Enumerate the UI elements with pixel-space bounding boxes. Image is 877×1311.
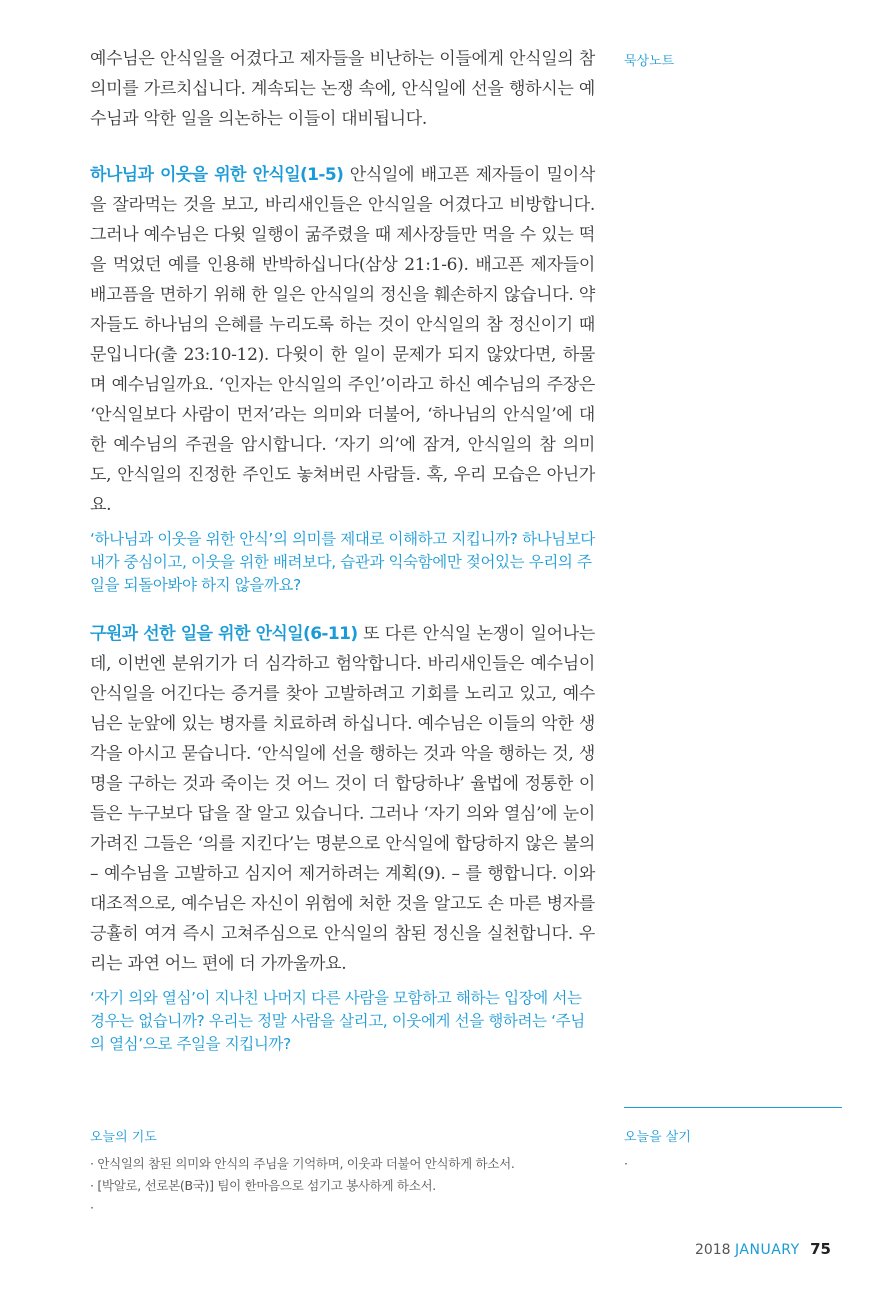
section1-body: 안식일에 배고픈 제자들이 밀이삭을 잘라먹는 것을 보고, 바리새인들은 안식일을 어겼다고 비방합니다. 그러나 예수님은 다윗 일행이 굶주렸을 때 제사장들만 먹을 수 있는 떡을 먹었던 예를 인용해 반박하십니다(삼상 21:1-6). 배고픈 제자들이 배고픔을 면하기 위해 한 일은 안식일의 정신을 훼손하지 않습니다. 약자들도 하나님의 은혜를 누리도록 하는 것이 안식일의 참 정신이기 때문입니다(출 23:10-12). 다윗이 한 일이 문제가 되지 않았다면, 하물며 예수님일까요. ‘인자는 안식일의 주인’이라고 하신 예수님의 주장은 ‘안식일보다 사람이 먼저’라는 의미와 더불어, ‘하나님의 안식일’에 대한 예수님의 주권을 암시합니다. ‘자기 의’에 잠겨, 안식일의 참 의미도, 안식일의 진정한 주인도 놓쳐버린 사람들. 혹, 우리 모습은 아닌가요. xyxy=(90,165,596,515)
live-divider xyxy=(624,1107,842,1108)
live-today-item: · xyxy=(624,1156,628,1171)
side-label-meditation-note: 묵상노트 xyxy=(624,54,675,69)
section1-question: ‘하나님과 이웃을 위한 안식’의 의미를 제대로 이해하고 지킵니까? 하나님보다 내가 중심이고, 이웃을 위한 배려보다, 습관과 익숙함에만 젖어있는 우리의 주일을 되돌아봐야 하지 않을까요? xyxy=(90,530,595,594)
section2-paragraph xyxy=(90,619,595,979)
section2-heading: 구원과 선한 일을 위한 안식일(6-11) xyxy=(90,624,358,644)
section1-paragraph xyxy=(90,160,595,520)
prayer-item: · xyxy=(90,1200,94,1215)
footer-month: JANUARY xyxy=(735,1242,800,1258)
intro-paragraph: 예수님은 안식일을 어겼다고 제자들을 비난하는 이들에게 안식일의 참 의미를 가르치십니다. 계속되는 논쟁 속에, 안식일에 선을 행하시는 예수님과 악한 일을 의논하는 이들이 대비됩니다. xyxy=(90,49,595,129)
live-today-list xyxy=(624,1153,842,1175)
prayer-list xyxy=(90,1153,590,1219)
page-footer xyxy=(695,1240,831,1258)
main-text xyxy=(90,44,595,1056)
section2-body: 또 다른 안식일 논쟁이 일어나는데, 이번엔 분위기가 더 심각하고 험악합니다. 바리새인들은 예수님이 안식일을 어긴다는 증거를 찾아 고발하려고 기회를 노리고 있고, 예수님은 눈앞에 있는 병자를 치료하려 하십니다. 예수님은 이들의 악한 생각을 아시고 묻습니다. ‘안식일에 선을 행하는 것과 악을 행하는 것, 생명을 구하는 것과 죽이는 것 어느 것이 더 합당하냐’ 율법에 정통한 이들은 누구보다 답을 잘 알고 있습니다. 그러나 ‘자기 의와 열심’에 눈이 가려진 그들은 ‘의를 지킨다’는 명분으로 안식일에 합당하지 않은 불의 – 예수님을 고발하고 심지어 제거하려는 계획(9). – 를 행합니다. 이와 대조적으로, 예수님은 자신이 위험에 처한 것을 알고도 손 마른 병자를 긍휼히 여겨 즉시 고쳐주심으로 안식일의 참된 정신을 실천합니다. 우리는 과연 어느 편에 더 가까울까요. xyxy=(90,624,595,974)
prayer-title: 오늘의 기도 xyxy=(90,1130,157,1145)
footer-year: 2018 xyxy=(694,1242,731,1258)
page-number: 75 xyxy=(810,1240,831,1258)
prayer-section xyxy=(90,1126,590,1219)
section2-question: ‘자기 의와 열심’이 지나친 나머지 다른 사람을 모함하고 해하는 입장에 서는 경우는 없습니까? 우리는 정말 사람을 살리고, 이웃에게 선을 행하려는 ‘주님의 열심’으로 주일을 지킵니까? xyxy=(90,989,585,1053)
section1-heading: 하나님과 이웃을 위한 안식일(1-5) xyxy=(90,165,344,185)
live-today-section xyxy=(624,1126,842,1175)
prayer-item: · [박알로, 선로본(B국)] 팀이 한마음으로 섬기고 봉사하게 하소서. xyxy=(90,1178,436,1193)
prayer-item: · 안식일의 참된 의미와 안식의 주님을 기억하며, 이웃과 더불어 안식하게 하소서. xyxy=(90,1156,515,1171)
live-today-title: 오늘을 살기 xyxy=(624,1130,691,1145)
